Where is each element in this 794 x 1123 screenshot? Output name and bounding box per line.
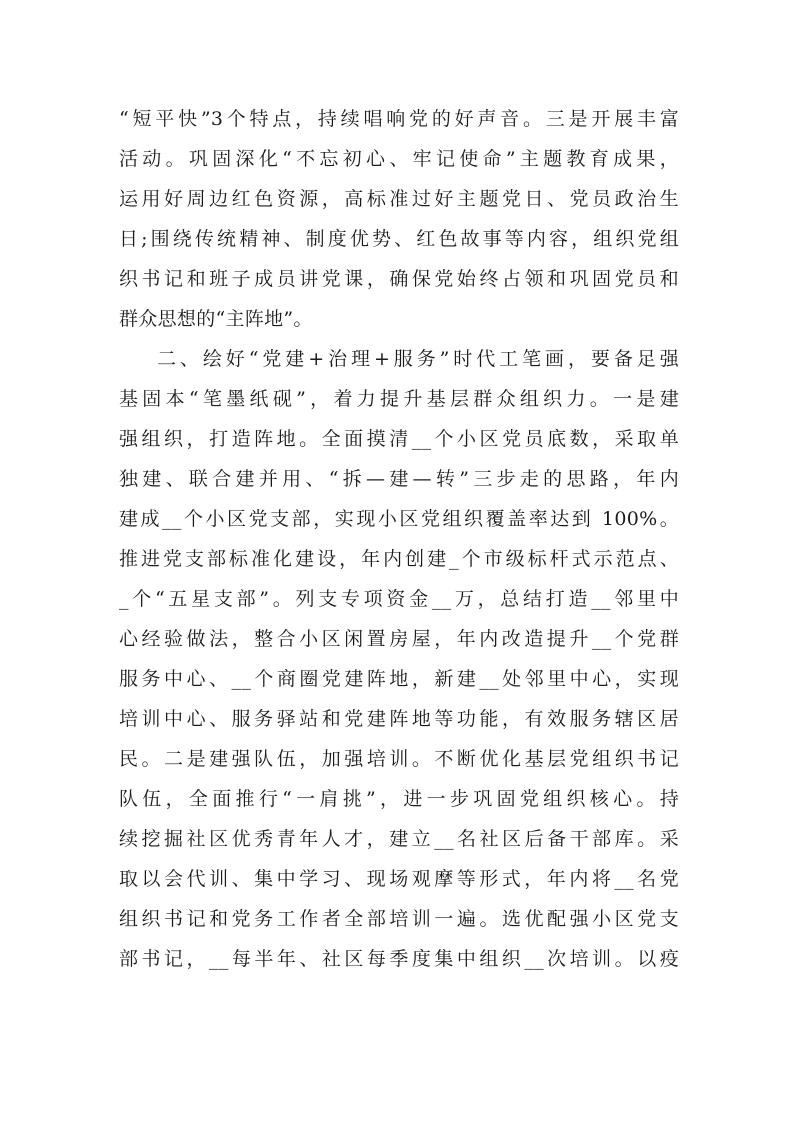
text-line: _个“五星支部”。列支专项资金__万，总结打造__邻里中: [119, 588, 679, 610]
text-line: 民。二是建强队伍，加强培训。不断优化基层党组织书记: [119, 748, 679, 770]
text-line: 队伍，全面推行“一肩挑”，进一步巩固党组织核心。持: [119, 788, 679, 810]
text-line: 群众思想的“主阵地”。: [119, 308, 313, 330]
text-line: 续挖掘社区优秀青年人才，建立__名社区后备干部库。采: [119, 828, 679, 850]
text-line: 推进党支部标准化建设，年内创建_个市级标杆式示范点、: [119, 548, 679, 570]
text-line: 强组织，打造阵地。全面摸清__个小区党员底数，采取单: [119, 428, 679, 450]
text-line: 取以会代训、集中学习、现场观摩等形式，年内将__名党: [119, 868, 679, 890]
text-line: 织书记和班子成员讲党课，确保党始终占领和巩固党员和: [119, 268, 679, 290]
text-line: 运用好周边红色资源，高标准过好主题党日、党员政治生: [119, 188, 679, 210]
text-line: 组织书记和党务工作者全部培训一遍。选优配强小区党支: [119, 908, 679, 930]
text-line: 独建、联合建并用、“拆—建—转”三步走的思路，年内: [119, 468, 679, 490]
text-line: 服务中心、__个商圈党建阵地，新建__处邻里中心，实现: [119, 668, 679, 690]
text-line: 心经验做法，整合小区闲置房屋，年内改造提升__个党群: [119, 628, 679, 650]
text-line: 培训中心、服务驿站和党建阵地等功能，有效服务辖区居: [119, 708, 679, 730]
text-line: 基固本“笔墨纸砚”，着力提升基层群众组织力。一是建: [119, 388, 679, 410]
text-line: 活动。巩固深化“不忘初心、牢记使命”主题教育成果，: [119, 148, 679, 170]
text-line: 日;围绕传统精神、制度优势、红色故事等内容，组织党组: [119, 228, 679, 250]
text-line: “短平快”3个特点，持续唱响党的好声音。三是开展丰富: [119, 108, 679, 130]
paragraph-heading-line: 二、绘好“党建+治理+服务”时代工笔画，要备足强: [157, 348, 679, 370]
text-line: 建成__个小区党支部，实现小区党组织覆盖率达到 100%。: [119, 508, 679, 530]
text-line: 部书记，__每半年、社区每季度集中组织__次培训。以疫: [119, 948, 679, 970]
